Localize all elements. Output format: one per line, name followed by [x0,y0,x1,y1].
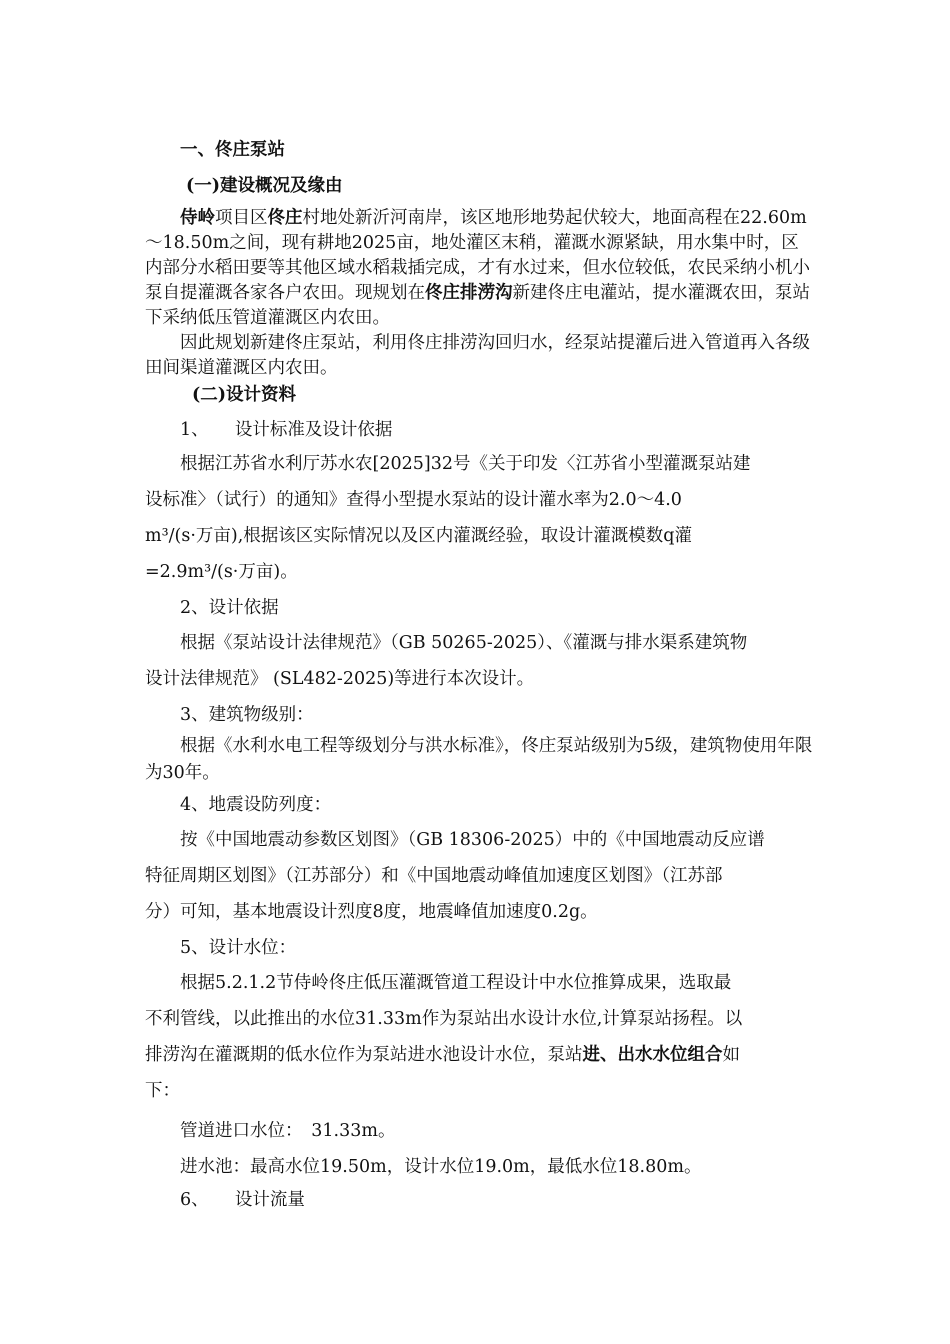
item-title: 5、设计水位： [180,938,297,958]
text-run: 项目区 [215,208,268,228]
text-line: 按《中国地震动参数区划图》（GB 18306-2025）中的《中国地震动反应谱 [180,830,765,850]
item-title: 2、设计依据 [180,598,279,618]
section-title: 一、佟庄泵站 [180,140,285,160]
item-body: 根据《水利水电工程等级划分与洪水标准》，佟庄泵站级别为5级，建筑物使用年限为30年。 [145,736,813,783]
intake-pool-levels: 进水池：最高水位19.50m，设计水位19.0m，最低水位18.80m。 [180,1157,702,1177]
item-body [145,625,813,697]
pipe-inlet-level: 管道进口水位： 31.33m。 [180,1121,396,1141]
text-line: 特征周期区划图》（江苏部分）和《中国地震动峰值加速度区划图》（江苏部 [145,866,723,886]
subsection-title: (二)设计资料 [192,385,297,405]
text-run: 村地处新沂河南岸，该区地形地势起伏较大，地面高程在22.60m～18.50m之间，现有耕地2025亩，地处灌区末稍，灌溉水源紧缺，用水集中时，区内部分水稻田要等其他区域水稻栽插完成，才有水过来，但水位较低，农民采纳小机小泵自提灌溉各家各户农田。现规划在 [145,208,810,303]
paragraph-overview [145,206,813,331]
item-title: 1、 设计标准及设计依据 [180,420,393,440]
item-title: 3、建筑物级别： [180,705,314,725]
text-run: 新建佟庄电灌站，提水灌溉农田，泵站下采纳低压管道灌溉区内农田。 [145,283,810,328]
text-line: 设标准〉（试行）的通知》查得小型提水泵站的设计灌水率为2.0～4.0 [145,490,682,510]
text-line: =2.9m³/(s·万亩)。 [145,562,298,582]
item-body [145,446,813,590]
item-body [145,965,813,1109]
village-name: 佟庄 [267,208,303,228]
text-line: 下： [145,1081,180,1101]
text-line: 设计法律规范》 (SL482-2025)等进行本次设计。 [145,669,535,689]
place-name: 侍岭 [180,208,215,228]
text-line: 分）可知，基本地震设计烈度8度，地震峰值加速度0.2g。 [145,902,598,922]
text-run: 排涝沟在灌溉期的低水位作为泵站进水池设计水位，泵站 [145,1045,583,1065]
paragraph-plan: 因此规划新建佟庄泵站，利用佟庄排涝沟回归水，经泵站提灌后进入管道再入各级田间渠道灌溉区内农田。 [145,333,810,378]
subsection-title: (一)建设概况及缘由 [186,176,343,196]
text-line: 不利管线，以此推出的水位31.33m作为泵站出水设计水位,计算泵站扬程。以 [145,1009,743,1029]
item-title: 6、 设计流量 [180,1190,305,1210]
text-run: 如 [722,1045,740,1065]
item-title: 4、地震设防列度： [180,795,332,815]
item-body [145,822,813,930]
emphasis-text: 进、出水水位组合 [582,1045,723,1065]
text-line: 根据江苏省水利厅苏水农[2025]32号《关于印发〈江苏省小型灌溉泵站建 [180,454,751,474]
text-line: 根据《泵站设计法律规范》（GB 50265-2025）、《灌溉与排水渠系建筑物 [180,633,748,653]
text-line: m³/(s·万亩),根据该区实际情况以及区内灌溉经验，取设计灌溉模数q灌 [145,526,692,546]
ditch-name: 佟庄排涝沟 [425,283,513,303]
text-line [145,1037,813,1073]
text-line: 根据5.2.1.2节侍岭佟庄低压灌溉管道工程设计中水位推算成果，选取最 [180,973,732,993]
